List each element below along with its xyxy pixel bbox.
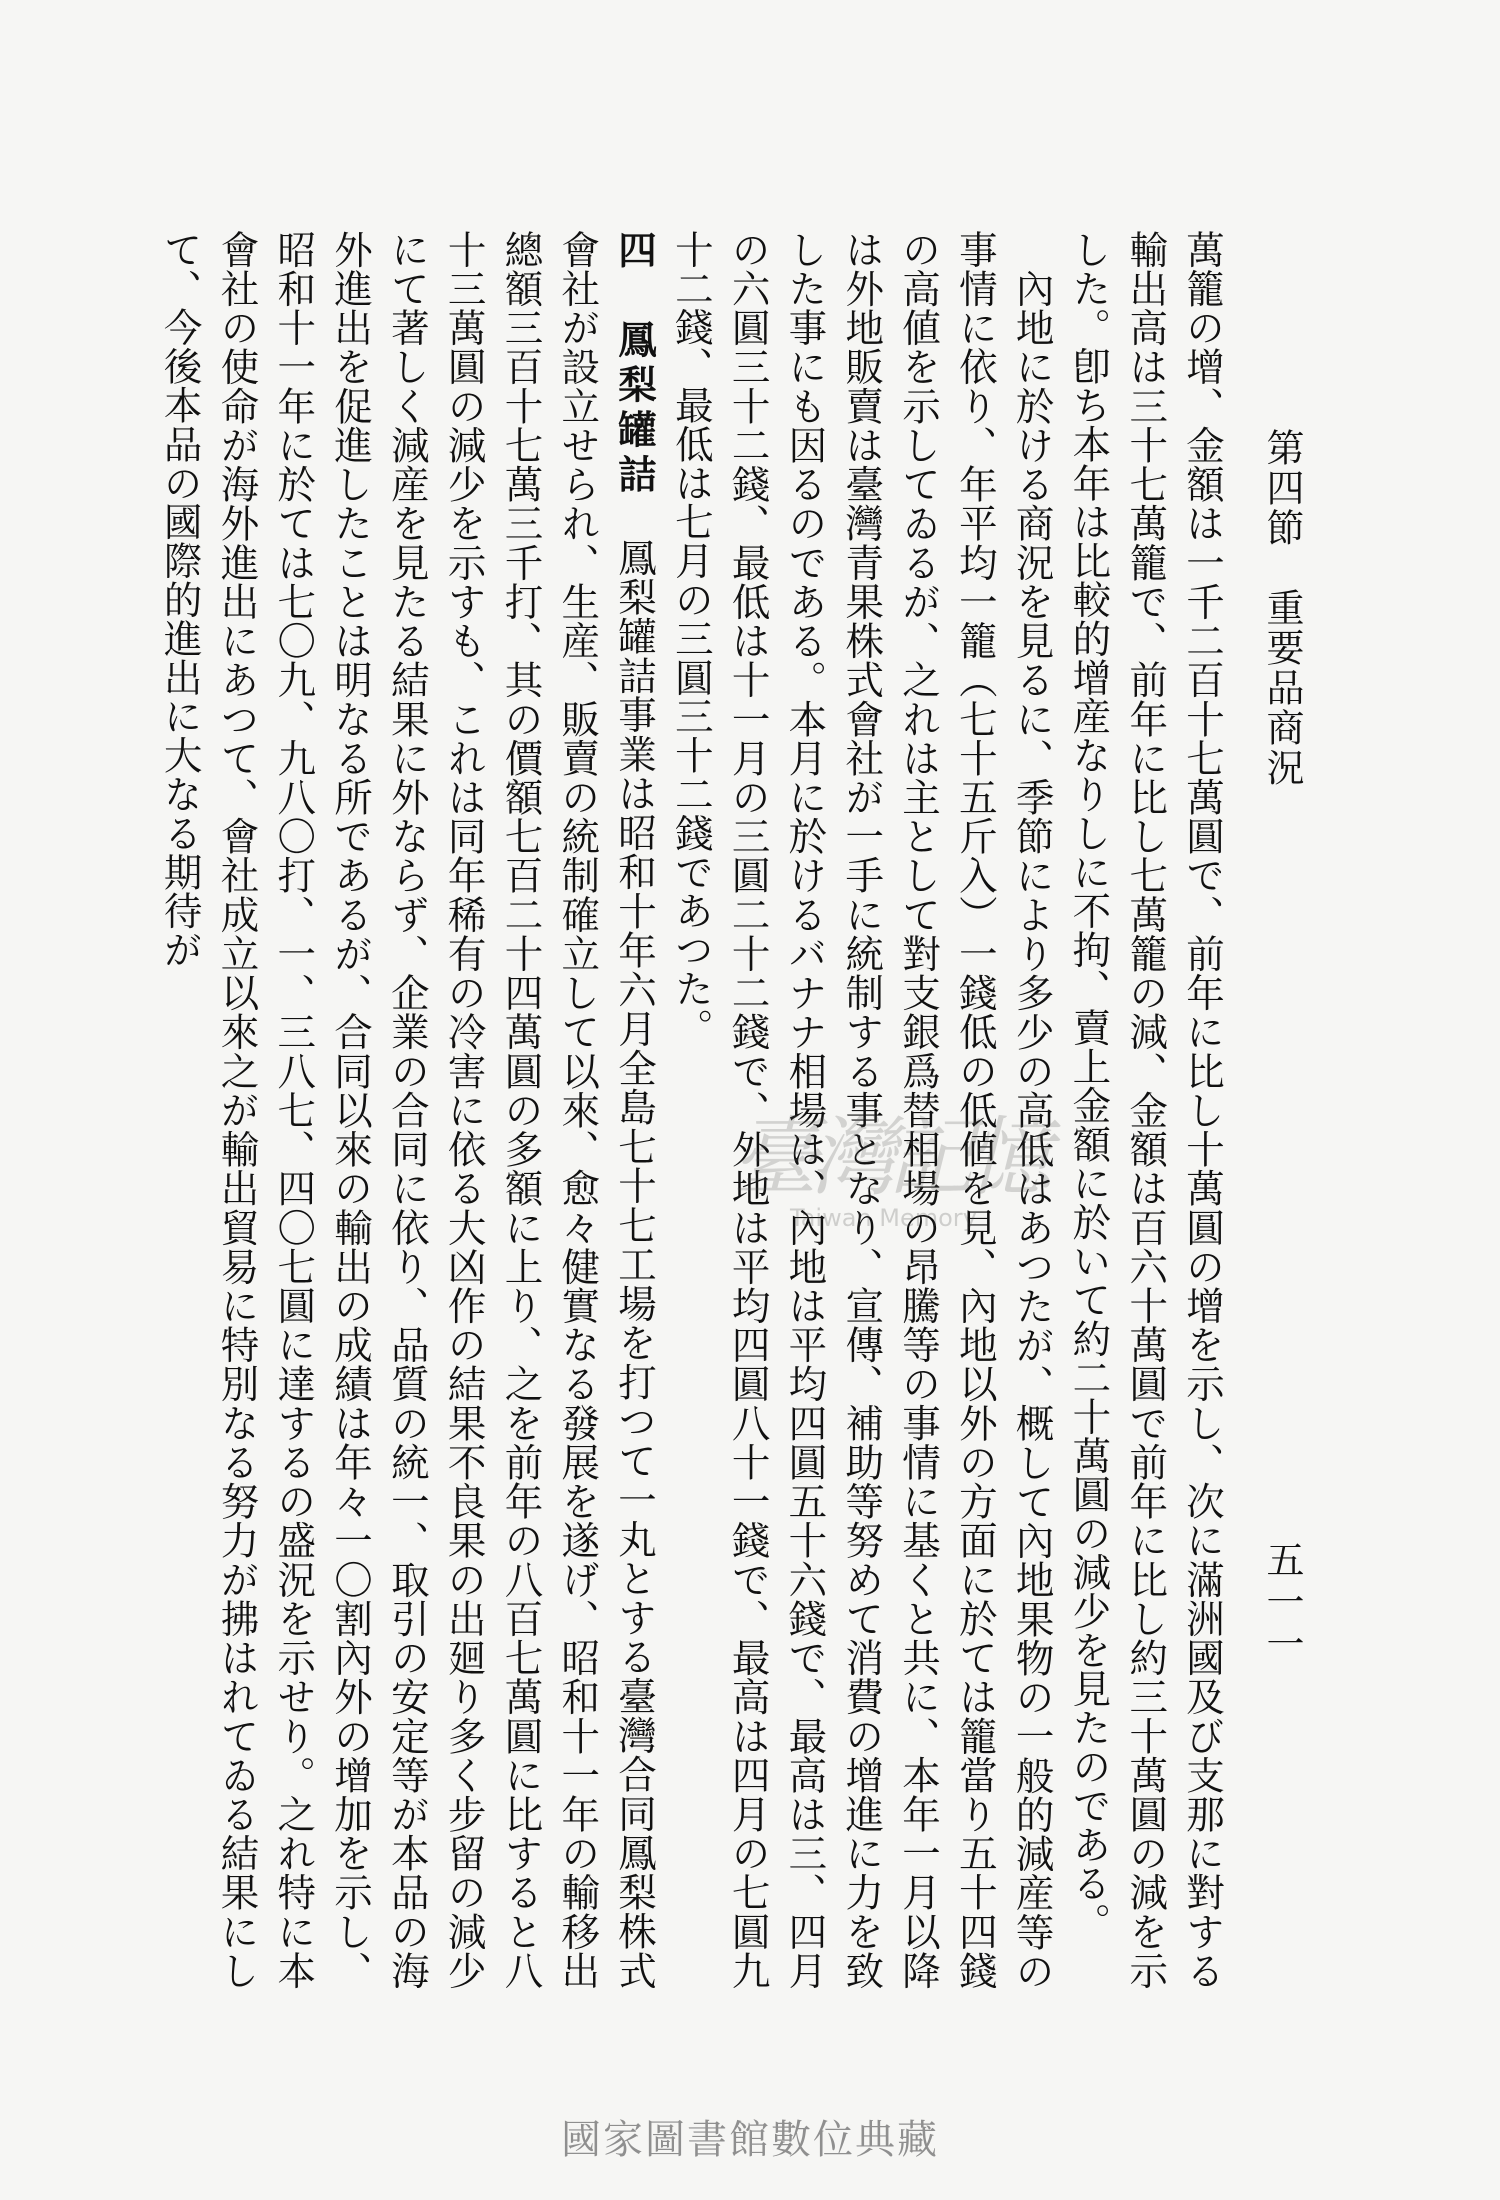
body-text bbox=[157, 230, 1230, 1990]
paragraph-continuation: 萬籠の增、金額は一千二百十七萬圓で、前年に比し十萬圓の增を示し、次に滿洲國及び支那に對する輸出高は三十七萬籠で、前年に比し七萬籠の減、金額は百六十萬圓で前年に比し約三十萬圓の減を示した。卽ち本年は比較的增産なりしに不拘、賣上金額に於いて約二十萬圓の減少を見たのである。 bbox=[1066, 230, 1225, 1990]
watermark-latin-text: Taiwan Memory bbox=[790, 1204, 977, 1232]
running-header-title: 第四節 重要品商況 bbox=[1260, 428, 1304, 788]
paragraph-market-conditions: 內地に於ける商況を見るに、季節により多少の高低はあつたが、概して內地果物の一般的減産等の事情に依り、年平均一籠（七十五斤入）一錢低の低値を見、內地以外の方面に於ては籠當り五十四錢の高値を示してゐるが、之れは主として對支銀爲替相場の昂騰等の事情に基くと共に、本年一月以降は外地販賣は臺灣青果株式會社が一手に統制する事となり、宣傳、補助等努めて消費の增進に力を致した事にも因るのである。本月に於けるバナナ相場は、內地は平均四圓五十六錢で、最高は三、四月の六圓三十二錢、最低は十一月の三圓二十二錢で、外地は平均四圓八十一錢で、最高は四月の七圓九十二錢、最低は七月の三圓三十二錢であつた。 bbox=[668, 230, 1055, 1990]
section-heading: 四 鳳梨罐詰 bbox=[612, 230, 658, 500]
page-number: 五一一 bbox=[1260, 1540, 1304, 1666]
section-body: 鳳梨罐詰事業は昭和十年六月全島七十七工場を打つて一丸とする臺灣合同鳳梨株式會社が設立せられ、生産、販賣の統制確立して以來、愈々健實なる發展を遂げ、昭和十一年の輸移出總額三百十七萬三千打、其の價額七百二十四萬圓の多額に上り、之を前年の八百七萬圓に比すると八十三萬圓の減少を示すも、これは同年稀有の冷害に依る大凶作の結果不良果の出廻り多く步留の減少にて著しく減産を見たる結果に外ならず、企業の合同に依り、品質の統一、取引の安定等が本品の海外進出を促進したことは明なる所であるが、合同以來の輸出の成績は年々一〇割內外の增加を示し、昭和十一年に於ては七〇九、九八〇打、一、三八七、四〇七圓に達するの盛況を示せり。之れ特に本會社の使命が海外進出にあつて、會社成立以來之が輸出貿易に特別なる努力が拂はれてゐる結果にして、今後本品の國際的進出に大なる期待が bbox=[157, 230, 658, 1990]
footer-archive-label: 國家圖書館數位典藏 bbox=[561, 2117, 939, 2163]
section-paragraph bbox=[151, 230, 662, 1990]
watermark-glyphs: 臺灣記憶 bbox=[732, 1108, 1044, 1208]
